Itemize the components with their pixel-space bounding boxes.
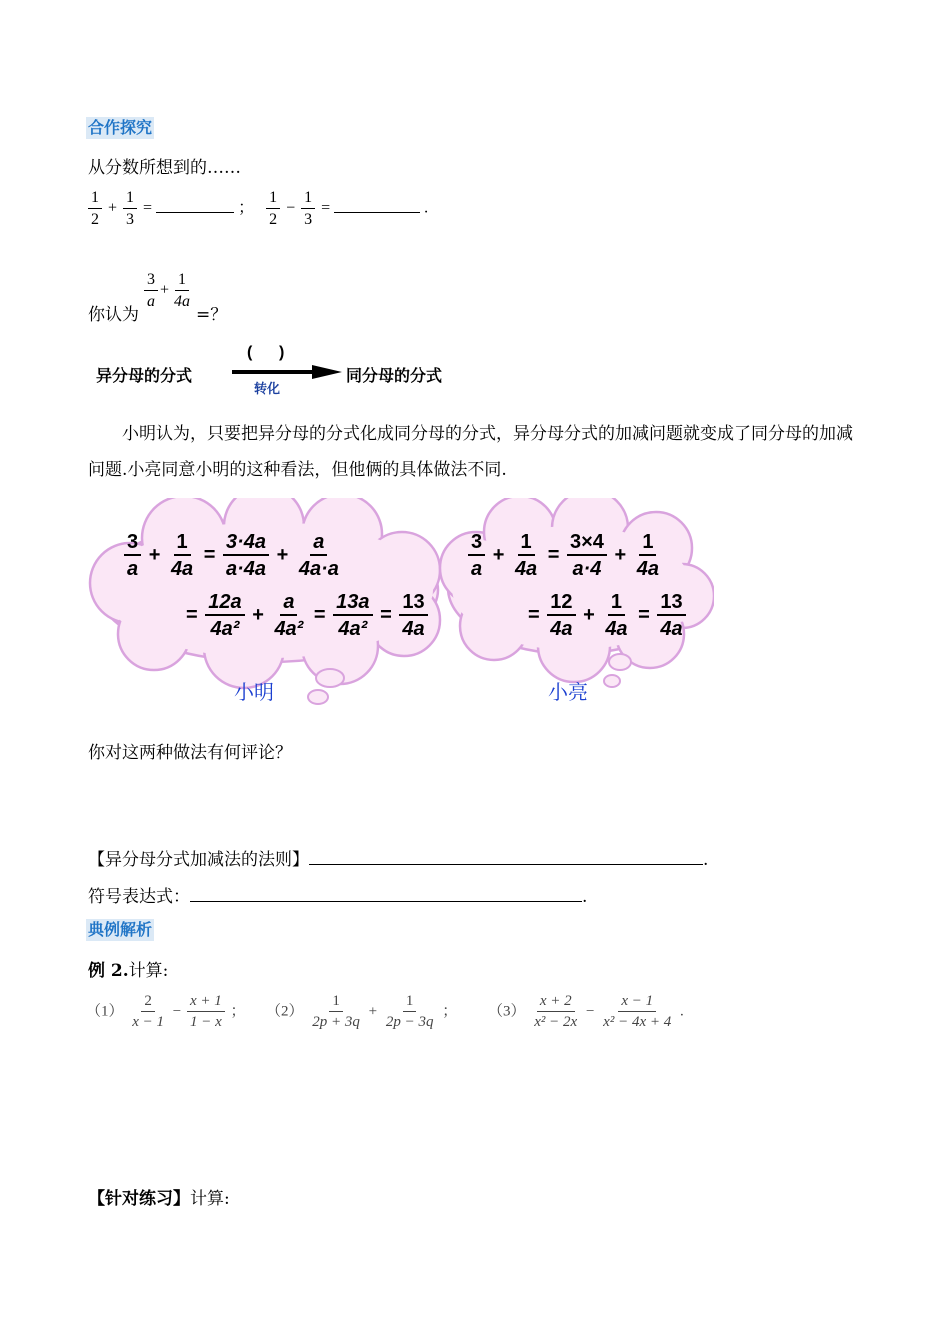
operator: − <box>585 1003 595 1020</box>
example-label: 例 2. <box>88 961 129 981</box>
fraction <box>144 272 158 310</box>
fraction <box>547 592 575 639</box>
intro-paragraph: 小明认为，只要把异分母的分式化成同分母的分式，异分母分式的加减问题就变成了同分母的加减问题.小亮同意小明的这种看法，但他俩的具体做法不同. <box>88 424 853 480</box>
cloud-xiaoliang-shape <box>440 498 714 682</box>
operator: + <box>614 543 627 566</box>
comment-question: 你对这两种做法有何评论？ <box>88 743 292 763</box>
diagram-right-label: 同分母的分式 <box>346 368 443 385</box>
denominator: 4a <box>174 293 191 310</box>
cloud-label-xiaoliang: 小亮 <box>548 680 588 704</box>
denominator: a <box>127 558 139 580</box>
operator: − <box>286 199 296 217</box>
denominator: 2 <box>269 211 278 228</box>
problem-label: （2） <box>266 1003 304 1020</box>
fraction <box>88 190 102 228</box>
fraction <box>271 592 306 639</box>
section-heading-cooperate: 合作探究 <box>88 118 153 137</box>
fraction <box>602 592 630 639</box>
numerator: 3×4 <box>567 532 607 556</box>
fraction <box>657 592 685 639</box>
operator: + <box>583 603 595 626</box>
numerator: 3 <box>124 532 141 556</box>
numerator: 1 <box>639 532 656 556</box>
numerator: 12 <box>547 592 575 616</box>
equals-sign: = <box>528 603 540 626</box>
symbol-label: 符号表达式： <box>88 887 190 907</box>
section-heading-examples: 典例解析 <box>88 920 153 939</box>
equals-sign: = <box>638 603 650 626</box>
fraction <box>512 532 540 579</box>
denominator: 4a² <box>274 618 304 640</box>
numerator: 1 <box>266 190 280 209</box>
intro-text: 从分数所想到的…… <box>88 158 241 178</box>
symbol-line <box>88 882 587 907</box>
period: . <box>424 199 429 217</box>
numerator: x + 1 <box>187 994 225 1012</box>
fraction <box>129 994 167 1030</box>
separator: ； <box>442 1003 458 1020</box>
equals-sign: = <box>143 199 153 217</box>
practice-text: 计算: <box>190 1189 230 1209</box>
numerator: 1 <box>301 190 315 209</box>
fraction <box>123 190 137 228</box>
numerator: x + 2 <box>537 994 575 1012</box>
denominator: a·4 <box>572 558 602 580</box>
operator: + <box>252 603 264 626</box>
fraction <box>399 592 427 639</box>
period: . <box>679 1003 684 1020</box>
numerator: 3 <box>144 272 158 291</box>
denominator: a <box>471 558 483 580</box>
denominator: a <box>147 293 155 310</box>
problem-label: （3） <box>488 1003 526 1020</box>
fraction <box>567 532 607 579</box>
equals-sign: = <box>313 603 326 626</box>
denominator: 4a² <box>210 618 240 640</box>
numerator: a <box>310 532 327 556</box>
numerator: 12a <box>205 592 244 616</box>
fraction <box>634 532 662 579</box>
numerator: 1 <box>174 532 191 556</box>
fraction <box>383 994 437 1030</box>
denominator: 4a <box>605 618 628 640</box>
xiaoliang-line-2 <box>528 592 688 639</box>
answer-blank[interactable] <box>156 212 234 213</box>
numerator: 13 <box>657 592 685 616</box>
fraction <box>309 994 363 1030</box>
equals-sign: = <box>203 543 216 566</box>
operator: + <box>160 281 170 299</box>
denominator: x² − 4x + 4 <box>603 1014 672 1030</box>
operator: − <box>172 1003 182 1020</box>
denominator: 4a <box>514 558 538 580</box>
denominator: 3 <box>126 211 135 228</box>
denominator: 3 <box>304 211 313 228</box>
fraction <box>168 532 196 579</box>
diagram-paren: ( ) <box>247 344 285 361</box>
rule-label: 【异分母分式加减法的法则】 <box>88 850 309 870</box>
operator: + <box>276 543 289 566</box>
separator: ； <box>230 1003 246 1020</box>
fraction <box>333 592 372 639</box>
numerator: 13 <box>399 592 427 616</box>
numerator: 1 <box>608 592 625 616</box>
question-suffix: =？ <box>196 305 228 325</box>
xiaoming-line-1 <box>122 532 344 579</box>
example-2-title <box>88 956 168 981</box>
denominator: 1 − x <box>190 1014 222 1030</box>
operator: + <box>108 199 118 217</box>
denominator: 2 <box>91 211 99 228</box>
denominator: 4a·a <box>298 558 339 580</box>
numerator: 3 <box>468 532 485 556</box>
problem-1 <box>86 994 246 1030</box>
fraction <box>187 994 225 1030</box>
fraction <box>124 532 141 579</box>
denominator: 4a <box>402 618 425 640</box>
fraction <box>468 532 485 579</box>
denominator: 4a <box>550 618 573 640</box>
answer-blank[interactable] <box>334 212 420 213</box>
equals-sign: = <box>380 603 392 626</box>
fraction <box>205 592 244 639</box>
denominator: 2p + 3q <box>312 1014 360 1030</box>
fraction <box>296 532 342 579</box>
denominator: 4a <box>170 558 194 580</box>
period: . <box>703 850 709 870</box>
question-prefix: 你认为 <box>88 305 139 325</box>
separator: ； <box>238 199 255 217</box>
symbol-blank[interactable] <box>190 901 582 902</box>
diagram-arrow-icon <box>232 364 344 382</box>
problem-3 <box>488 994 684 1030</box>
denominator: 4a <box>660 618 683 640</box>
question-expression <box>142 272 195 310</box>
numerator: a <box>280 592 297 616</box>
rule-line <box>88 845 708 870</box>
denominator: 4a² <box>338 618 368 640</box>
xiaoliang-line-1 <box>466 532 664 579</box>
numerator: x − 1 <box>618 994 656 1012</box>
fraction <box>600 994 674 1030</box>
equals-sign: = <box>547 543 560 566</box>
numerator: 2 <box>141 994 155 1012</box>
xiaoming-line-2 <box>186 592 430 639</box>
cloud-label-xiaoming: 小明 <box>234 680 274 704</box>
numerator: 1 <box>403 994 417 1012</box>
denominator: a·4a <box>226 558 267 580</box>
denominator: 2p − 3q <box>385 1014 434 1030</box>
problem-2 <box>266 994 457 1030</box>
diagram-left-label: 异分母的分式 <box>96 368 193 385</box>
fraction-equations <box>86 190 428 228</box>
operator: + <box>148 543 161 566</box>
practice-line <box>88 1184 230 1209</box>
operator: + <box>492 543 505 566</box>
practice-label: 【针对练习】 <box>88 1189 190 1209</box>
numerator: 13a <box>333 592 372 616</box>
denominator: x² − 2x <box>534 1014 578 1030</box>
fraction <box>301 190 315 228</box>
numerator: 1 <box>123 190 137 209</box>
fraction <box>171 272 193 310</box>
equals-sign: = <box>321 199 331 217</box>
numerator: 1 <box>175 272 189 291</box>
denominator: 4a <box>636 558 659 580</box>
rule-blank[interactable] <box>309 864 703 865</box>
fraction <box>531 994 580 1030</box>
diagram-under-label: 转化 <box>254 381 281 396</box>
numerator: 1 <box>518 532 535 556</box>
numerator: 1 <box>88 190 102 209</box>
fraction <box>223 532 269 579</box>
problem-label: （1） <box>86 1003 124 1020</box>
equals-sign: = <box>186 603 198 626</box>
denominator: x − 1 <box>132 1014 165 1030</box>
fraction <box>266 190 280 228</box>
numerator: 1 <box>329 994 343 1012</box>
operator: + <box>368 1003 378 1020</box>
example-text: 计算: <box>128 961 169 981</box>
numerator: 3·4a <box>223 532 269 556</box>
period: . <box>582 887 588 907</box>
